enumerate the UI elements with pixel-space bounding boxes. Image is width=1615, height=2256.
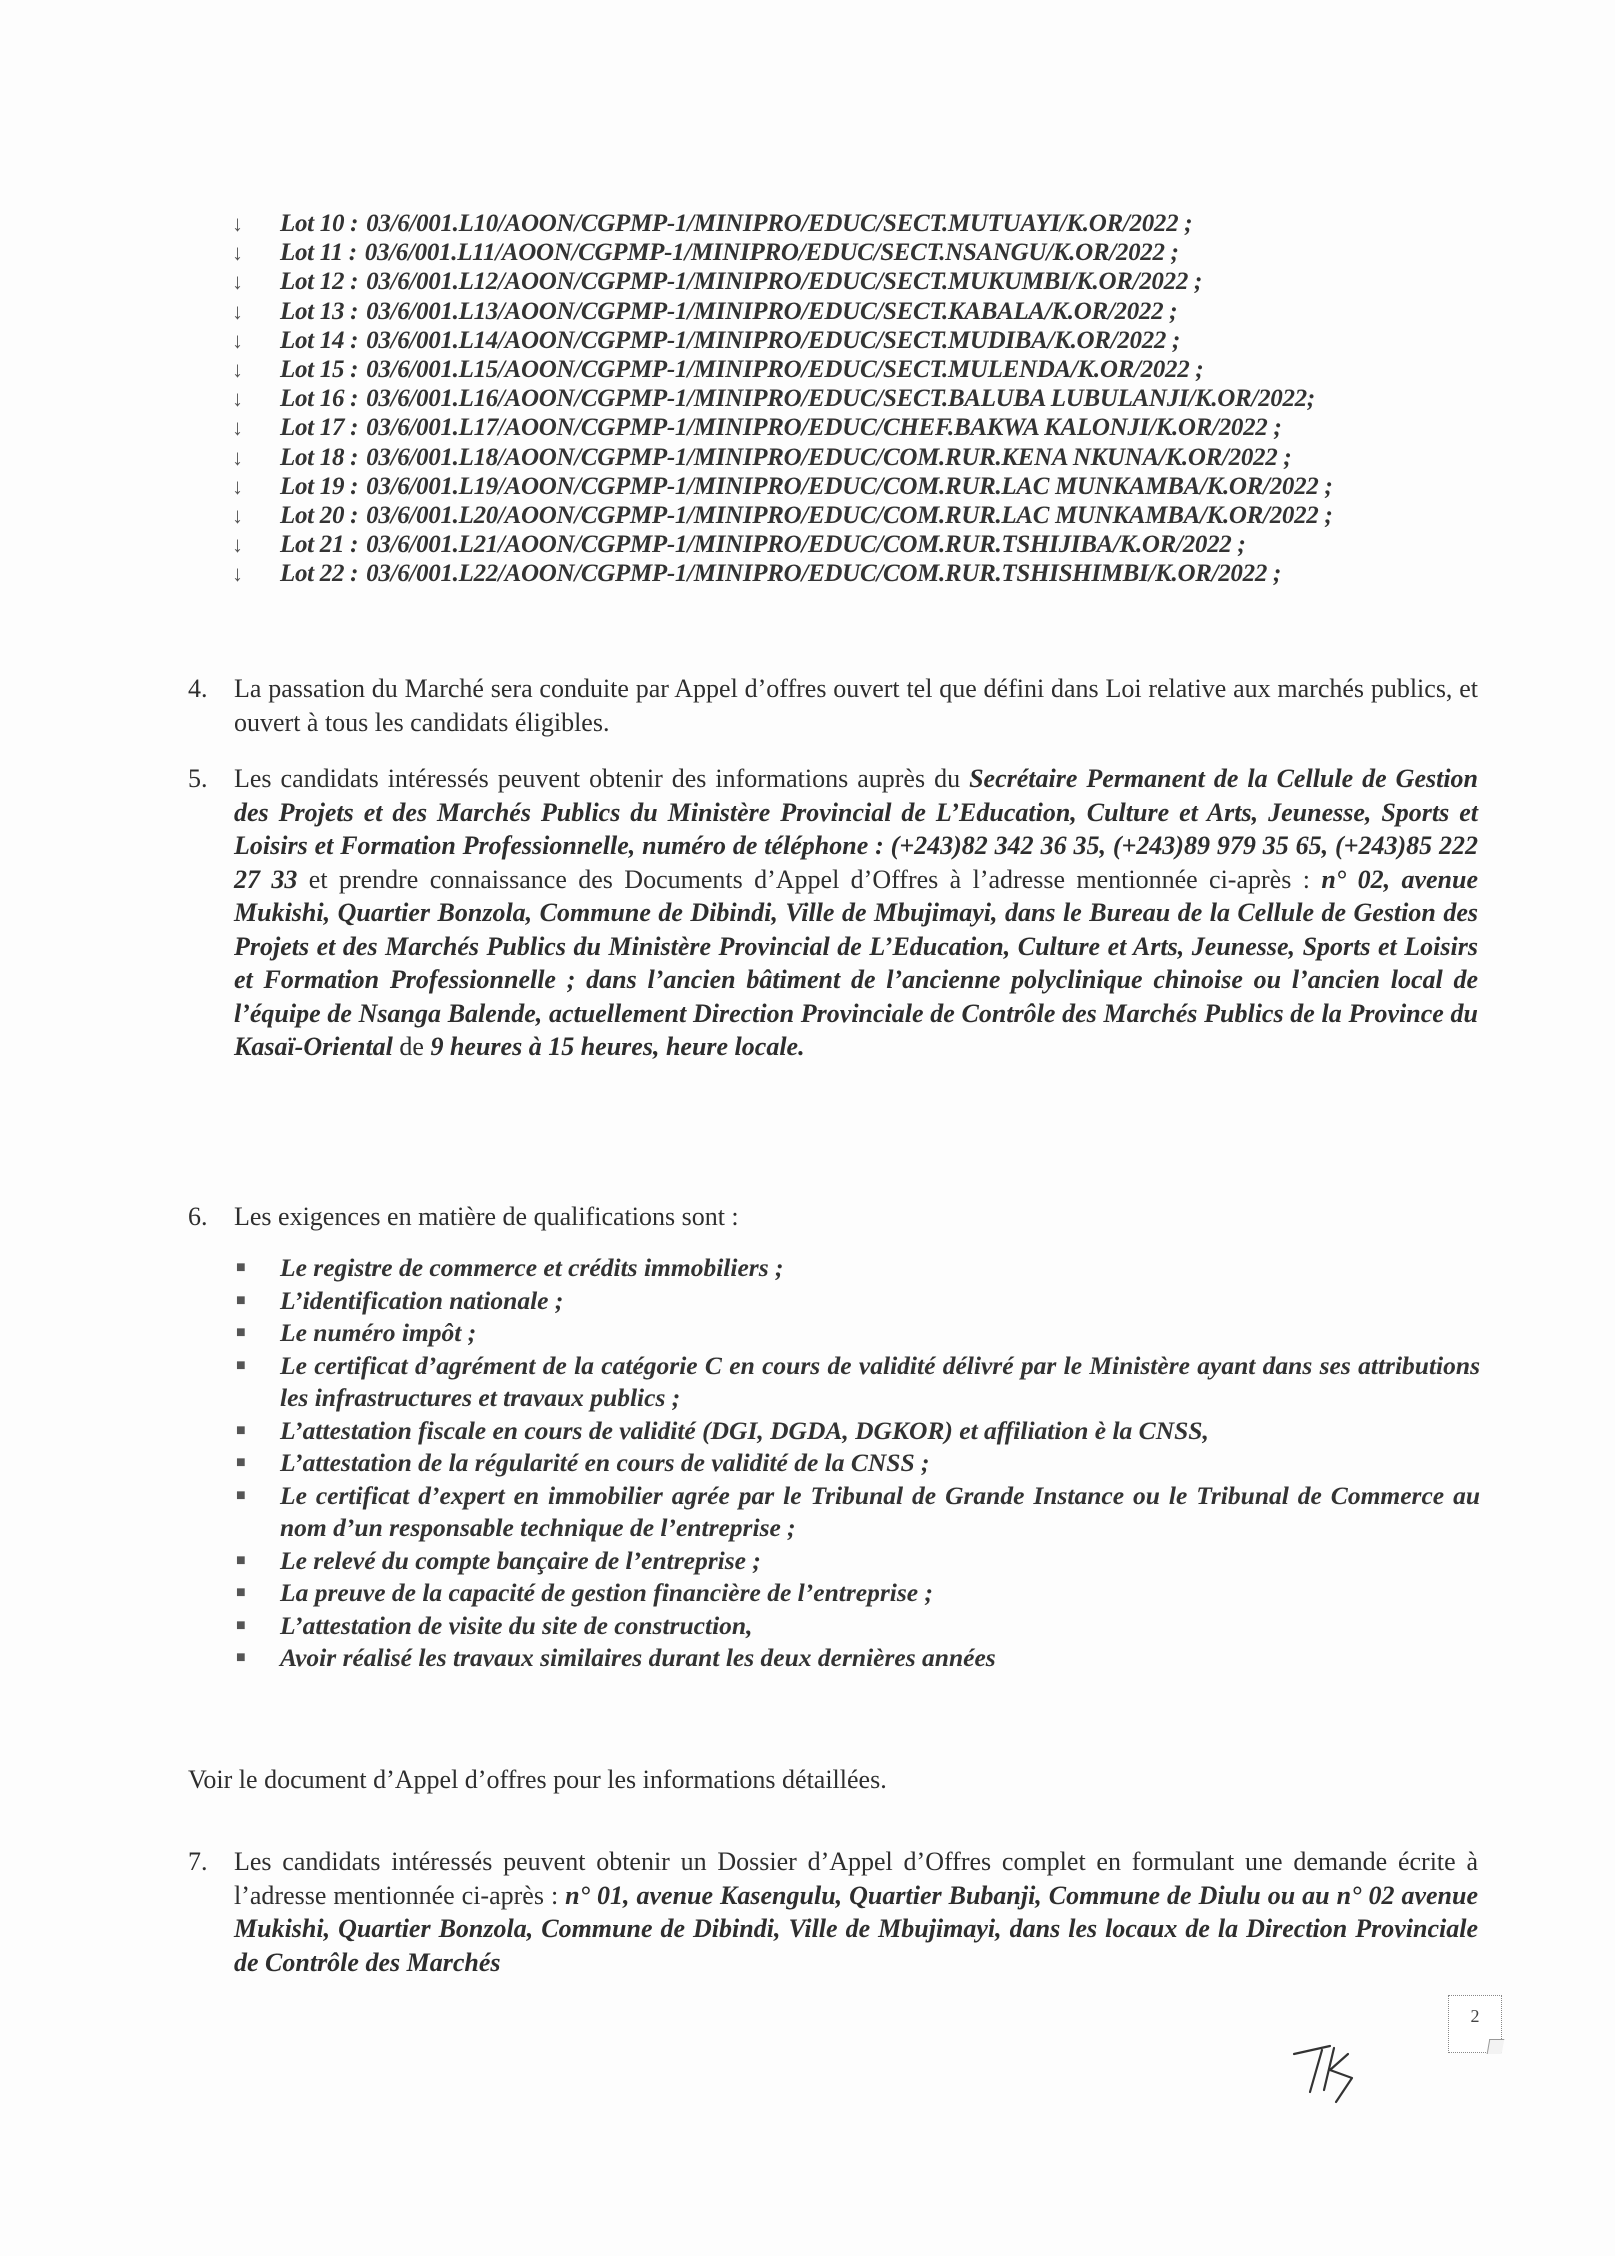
lot-item xyxy=(232,385,1562,414)
square-bullet-icon: ■ xyxy=(236,1649,246,1666)
square-bullet-icon: ■ xyxy=(236,1421,246,1439)
square-bullet-icon: ■ xyxy=(236,1356,246,1374)
text-run: de xyxy=(392,1032,431,1061)
requirement-text: L’attestation fiscale en cours de validité (DGI, DGDA, DGKOR) et affiliation è la CNSS, xyxy=(280,1415,1209,1445)
lot-label: Lot 18 : xyxy=(280,443,359,471)
requirement-text: Le relevé du compte bançaire de l’entreprise ; xyxy=(280,1545,761,1575)
arrow-bullet-icon: ↓ xyxy=(232,532,243,558)
requirement-text: L’identification nationale ; xyxy=(280,1285,564,1315)
requirement-item xyxy=(234,1610,1480,1643)
office-hours: 9 heures à 15 heures, heure locale. xyxy=(430,1032,805,1061)
lot-item xyxy=(232,327,1562,356)
page-curl-icon xyxy=(1487,2039,1505,2054)
lot-reference: 03/6/001.L11/AOON/CGPMP-1/MINIPRO/EDUC/SECT.NSANGU/K.OR/2022 ; xyxy=(364,239,1179,267)
arrow-bullet-icon: ↓ xyxy=(232,356,243,382)
requirement-item xyxy=(234,1545,1480,1578)
paragraph-6 xyxy=(188,1200,1478,1234)
lot-item xyxy=(232,210,1562,239)
text-run: et prendre connaissance des Documents d’Appel d’Offres à l’adresse mentionnée ci-après : xyxy=(297,864,1322,894)
arrow-bullet-icon: ↓ xyxy=(232,473,243,499)
paragraph-number: 5. xyxy=(188,764,208,793)
lot-label: Lot 17 : xyxy=(280,414,359,442)
square-bullet-icon: ■ xyxy=(236,1486,246,1504)
arrow-bullet-icon: ↓ xyxy=(232,211,243,236)
paragraph-text xyxy=(234,762,1478,1064)
square-bullet-icon: ■ xyxy=(236,1454,246,1471)
lot-label: Lot 14 : xyxy=(280,326,359,354)
lot-reference: 03/6/001.L13/AOON/CGPMP-1/MINIPRO/EDUC/SECT.KABALA/K.OR/2022 ; xyxy=(366,297,1178,325)
lot-item xyxy=(232,560,1562,589)
lot-item xyxy=(232,444,1562,473)
lot-label: Lot 13 : xyxy=(280,297,359,325)
lot-reference: 03/6/001.L19/AOON/CGPMP-1/MINIPRO/EDUC/COM.RUR.LAC MUNKAMBA/K.OR/2022 ; xyxy=(366,472,1333,500)
lot-item xyxy=(232,473,1562,502)
lot-item xyxy=(232,298,1562,327)
requirement-item xyxy=(234,1447,1480,1480)
requirement-text: Le numéro impôt ; xyxy=(280,1318,477,1347)
paragraph-number: 7. xyxy=(188,1847,208,1876)
address-info: n° 02, avenue Mukishi, Quartier Bonzola, Commune de Dibindi, Ville de Mbujimayi, dans le Bureau de la Cellule de Gestion des Projets et des Marchés Publics du Ministère Provincial de L’Education, Culture et Arts, Jeunesse, Sports et Loisirs et Formation Professionnelle ; dans l’ancien bâtiment de l’ancienne polyclinique chinoise ou l’ancien local de l’équipe de Nsanga Balende, actuellement Direction Provinciale de Contrôle des Marchés Publics de la Province du Kasaï-Oriental xyxy=(234,864,1478,1061)
lot-reference: 03/6/001.L12/AOON/CGPMP-1/MINIPRO/EDUC/SECT.MUKUMBI/K.OR/2022 ; xyxy=(366,268,1203,296)
square-bullet-icon: ■ xyxy=(236,1259,246,1276)
square-bullet-icon: ■ xyxy=(236,1616,246,1634)
lot-item xyxy=(232,414,1562,443)
square-bullet-icon: ■ xyxy=(236,1551,246,1569)
address-info: n° 01, avenue Kasengulu, Quartier Bubanji, Commune de Diulu ou au n° 02 avenue Mukishi, Quartier Bonzola, Commune de Dibindi, Ville de Mbujimayi, dans les locaux de la Direction Provinciale de Contrôle des Marchés xyxy=(234,1880,1478,1977)
square-bullet-icon: ■ xyxy=(236,1291,246,1309)
lot-label: Lot 15 : xyxy=(280,355,359,383)
lot-label: Lot 12 : xyxy=(280,268,359,296)
arrow-bullet-icon: ↓ xyxy=(232,269,243,295)
arrow-bullet-icon: ↓ xyxy=(232,415,243,441)
lot-item xyxy=(232,531,1562,560)
lot-reference: 03/6/001.L15/AOON/CGPMP-1/MINIPRO/EDUC/SECT.MULENDA/K.OR/2022 ; xyxy=(366,355,1204,383)
lot-reference: 03/6/001.L10/AOON/CGPMP-1/MINIPRO/EDUC/SECT.MUTUAYI/K.OR/2022 ; xyxy=(366,210,1193,237)
contact-info: Secrétaire Permanent de la Cellule de Gestion des Projets et des Marchés Publics du Ministère Provincial de L’Education, Culture et Arts, Jeunesse, Sports et Loisirs et Formation Professionnelle, numéro de téléphone : (+243)82 342 36 35, (+243)89 979 35 65, (+243)85 222 27 33 xyxy=(234,764,1479,894)
lot-label: Lot 16 : xyxy=(280,385,359,413)
lot-label: Lot 10 : xyxy=(280,210,359,237)
see-document-note: Voir le document d’Appel d’offres pour les informations détaillées. xyxy=(188,1765,887,1794)
paragraph-number: 6. xyxy=(188,1202,208,1231)
requirement-text: Le certificat d’agrément de la catégorie C en cours de validité délivré par le Ministère ayant dans ses attributions les infrastructures et travaux publics ; xyxy=(280,1350,1480,1412)
arrow-bullet-icon: ↓ xyxy=(232,240,243,266)
lot-item xyxy=(232,268,1562,297)
requirement-text: La preuve de la capacité de gestion financière de l’entreprise ; xyxy=(280,1578,933,1607)
arrow-bullet-icon: ↓ xyxy=(232,386,243,412)
requirement-text: Le certificat d’expert en immobilier agrée par le Tribunal de Grande Instance ou le Tribunal de Commerce au nom d’un responsable technique de l’entreprise ; xyxy=(280,1480,1480,1542)
lot-label: Lot 22 : xyxy=(280,560,359,588)
lot-label: Lot 21 : xyxy=(280,531,359,559)
lot-reference: 03/6/001.L17/AOON/CGPMP-1/MINIPRO/EDUC/CHEF.BAKWA KALONJI/K.OR/2022 ; xyxy=(366,414,1282,442)
lot-label: Lot 19 : xyxy=(280,472,359,500)
arrow-bullet-icon: ↓ xyxy=(232,444,243,470)
requirements-list xyxy=(234,1252,1480,1675)
paragraph-7 xyxy=(188,1845,1478,1979)
lot-reference: 03/6/001.L21/AOON/CGPMP-1/MINIPRO/EDUC/COM.RUR.TSHIJIBA/K.OR/2022 ; xyxy=(366,531,1246,559)
requirement-item xyxy=(234,1285,1480,1318)
requirement-item xyxy=(234,1642,1480,1675)
paragraph-text: La passation du Marché sera conduite par Appel d’offres ouvert tel que défini dans Loi relative aux marchés publics, et ouvert à tous les candidats éligibles. xyxy=(234,674,1478,737)
arrow-bullet-icon: ↓ xyxy=(232,327,243,353)
signature-initials xyxy=(1290,2040,1380,2110)
text-run: Les candidats intéressés peuvent obtenir un Dossier d’Appel d’Offres complet en formulant une demande écrite à l’adresse mentionnée ci-après : xyxy=(234,1847,1478,1910)
square-bullet-icon: ■ xyxy=(236,1324,246,1341)
arrow-bullet-icon: ↓ xyxy=(232,561,243,587)
requirement-item xyxy=(234,1252,1480,1285)
requirement-item xyxy=(234,1317,1480,1350)
paragraph-4 xyxy=(188,672,1478,739)
arrow-bullet-icon: ↓ xyxy=(232,298,243,324)
lot-reference: 03/6/001.L16/AOON/CGPMP-1/MINIPRO/EDUC/SECT.BALUBA LUBULANJI/K.OR/2022; xyxy=(366,385,1315,413)
page-number-box xyxy=(1448,1995,1502,2053)
requirement-text: Le registre de commerce et crédits immobiliers ; xyxy=(280,1253,784,1282)
lot-reference: 03/6/001.L22/AOON/CGPMP-1/MINIPRO/EDUC/COM.RUR.TSHISHIMBI/K.OR/2022 ; xyxy=(366,560,1282,588)
paragraph-text: Les exigences en matière de qualifications sont : xyxy=(234,1202,739,1231)
lot-item xyxy=(232,356,1562,385)
arrow-bullet-icon: ↓ xyxy=(232,502,243,528)
paragraph-text xyxy=(234,1845,1478,1979)
lot-reference: 03/6/001.L18/AOON/CGPMP-1/MINIPRO/EDUC/COM.RUR.KENA NKUNA/K.OR/2022 ; xyxy=(366,443,1292,471)
lot-label: Lot 20 : xyxy=(280,501,359,529)
requirement-item xyxy=(234,1350,1480,1415)
requirement-text: L’attestation de visite du site de construction, xyxy=(280,1610,753,1640)
lot-item xyxy=(232,502,1562,531)
text-run: Les candidats intéressés peuvent obtenir des informations auprès du xyxy=(234,764,970,793)
requirement-item xyxy=(234,1415,1480,1448)
paragraph-5 xyxy=(188,762,1478,1064)
requirement-text: L’attestation de la régularité en cours de validité de la CNSS ; xyxy=(280,1448,930,1477)
requirement-item xyxy=(234,1480,1480,1545)
page-number: 2 xyxy=(1470,2006,1480,2026)
requirement-text: Avoir réalisé les travaux similaires durant les deux dernières années xyxy=(280,1643,996,1672)
lot-reference: 03/6/001.L20/AOON/CGPMP-1/MINIPRO/EDUC/COM.RUR.LAC MUNKAMBA/K.OR/2022 ; xyxy=(366,501,1333,529)
lot-reference: 03/6/001.L14/AOON/CGPMP-1/MINIPRO/EDUC/SECT.MUDIBA/K.OR/2022 ; xyxy=(366,326,1181,354)
lot-label: Lot 11 : xyxy=(280,239,357,267)
paragraph-number: 4. xyxy=(188,674,208,703)
lots-list xyxy=(232,210,1562,589)
lot-item xyxy=(232,239,1562,268)
requirement-item xyxy=(234,1577,1480,1610)
square-bullet-icon: ■ xyxy=(236,1584,246,1601)
